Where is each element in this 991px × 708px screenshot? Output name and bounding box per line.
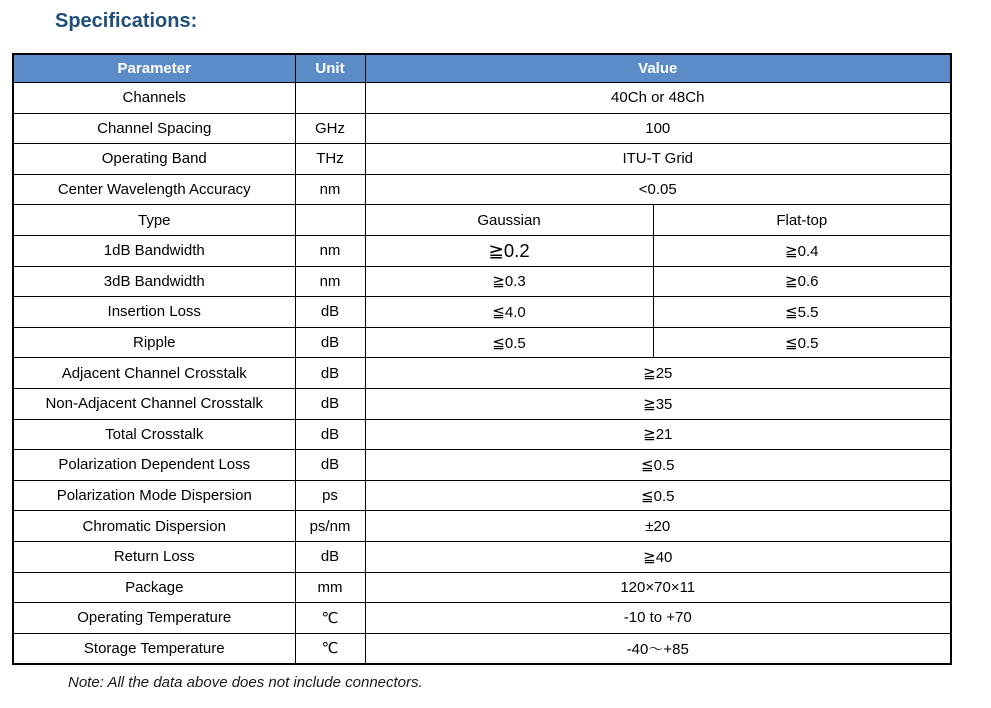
parameter-cell: Non-Adjacent Channel Crosstalk bbox=[13, 388, 295, 419]
parameter-cell: Type bbox=[13, 205, 295, 236]
spec-table-body bbox=[13, 83, 951, 665]
value-cell: ≦0.5 bbox=[365, 450, 951, 481]
value-cell: ≧35 bbox=[365, 388, 951, 419]
parameter-cell: Return Loss bbox=[13, 541, 295, 572]
unit-cell: dB bbox=[295, 327, 365, 358]
unit-cell: ps bbox=[295, 480, 365, 511]
table-row bbox=[13, 144, 951, 175]
unit-cell: dB bbox=[295, 541, 365, 572]
value-cell: 100 bbox=[365, 113, 951, 144]
parameter-cell: Total Crosstalk bbox=[13, 419, 295, 450]
parameter-cell: Package bbox=[13, 572, 295, 603]
unit-cell: nm bbox=[295, 235, 365, 266]
value-cell: ±20 bbox=[365, 511, 951, 542]
table-row bbox=[13, 541, 951, 572]
value-cell: ≦0.5 bbox=[365, 480, 951, 511]
unit-cell: dB bbox=[295, 419, 365, 450]
parameter-cell: Polarization Mode Dispersion bbox=[13, 480, 295, 511]
value-cell-gaussian: ≧0.3 bbox=[365, 266, 653, 297]
table-row bbox=[13, 235, 951, 266]
unit-cell: nm bbox=[295, 174, 365, 205]
table-row bbox=[13, 633, 951, 664]
unit-cell: dB bbox=[295, 450, 365, 481]
unit-cell: GHz bbox=[295, 113, 365, 144]
value-cell-flattop: ≦5.5 bbox=[653, 297, 951, 328]
parameter-cell: Polarization Dependent Loss bbox=[13, 450, 295, 481]
parameter-cell: Center Wavelength Accuracy bbox=[13, 174, 295, 205]
value-cell-flattop: Flat-top bbox=[653, 205, 951, 236]
unit-cell bbox=[295, 205, 365, 236]
value-cell: ITU-T Grid bbox=[365, 144, 951, 175]
unit-cell: dB bbox=[295, 388, 365, 419]
parameter-cell: Channels bbox=[13, 83, 295, 114]
value-cell-flattop: ≧0.6 bbox=[653, 266, 951, 297]
parameter-cell: Adjacent Channel Crosstalk bbox=[13, 358, 295, 389]
unit-cell: mm bbox=[295, 572, 365, 603]
table-row bbox=[13, 83, 951, 114]
header-unit: Unit bbox=[295, 54, 365, 83]
value-cell: -40～+85 bbox=[365, 633, 951, 664]
unit-cell: dB bbox=[295, 358, 365, 389]
table-row bbox=[13, 511, 951, 542]
value-cell: ≧25 bbox=[365, 358, 951, 389]
parameter-cell: 3dB Bandwidth bbox=[13, 266, 295, 297]
table-row bbox=[13, 603, 951, 634]
unit-cell: ℃ bbox=[295, 633, 365, 664]
header-value: Value bbox=[365, 54, 951, 83]
table-row bbox=[13, 419, 951, 450]
table-row bbox=[13, 388, 951, 419]
table-row bbox=[13, 450, 951, 481]
value-cell: 40Ch or 48Ch bbox=[365, 83, 951, 114]
table-row bbox=[13, 572, 951, 603]
table-row bbox=[13, 297, 951, 328]
parameter-cell: 1dB Bandwidth bbox=[13, 235, 295, 266]
value-cell-gaussian: ≦4.0 bbox=[365, 297, 653, 328]
table-row bbox=[13, 327, 951, 358]
value-cell: ≧40 bbox=[365, 541, 951, 572]
specifications-table bbox=[12, 53, 952, 665]
page-title: Specifications: bbox=[55, 10, 198, 32]
unit-cell: nm bbox=[295, 266, 365, 297]
parameter-cell: Insertion Loss bbox=[13, 297, 295, 328]
value-cell-gaussian: ≦0.5 bbox=[365, 327, 653, 358]
table-row bbox=[13, 358, 951, 389]
table-row bbox=[13, 266, 951, 297]
unit-cell: ℃ bbox=[295, 603, 365, 634]
table-row bbox=[13, 205, 951, 236]
parameter-cell: Channel Spacing bbox=[13, 113, 295, 144]
value-cell-gaussian: ≧0.2 bbox=[365, 235, 653, 266]
parameter-cell: Chromatic Dispersion bbox=[13, 511, 295, 542]
parameter-cell: Ripple bbox=[13, 327, 295, 358]
value-cell: 120×70×11 bbox=[365, 572, 951, 603]
value-cell: -10 to +70 bbox=[365, 603, 951, 634]
value-cell: <0.05 bbox=[365, 174, 951, 205]
value-cell-gaussian: Gaussian bbox=[365, 205, 653, 236]
unit-cell: THz bbox=[295, 144, 365, 175]
value-cell-flattop: ≦0.5 bbox=[653, 327, 951, 358]
value-cell: ≧21 bbox=[365, 419, 951, 450]
unit-cell: ps/nm bbox=[295, 511, 365, 542]
parameter-cell: Operating Temperature bbox=[13, 603, 295, 634]
unit-cell bbox=[295, 83, 365, 114]
value-cell-flattop: ≧0.4 bbox=[653, 235, 951, 266]
parameter-cell: Storage Temperature bbox=[13, 633, 295, 664]
table-row bbox=[13, 113, 951, 144]
table-row bbox=[13, 174, 951, 205]
table-header-row bbox=[13, 54, 951, 83]
note-text: Note: All the data above does not include connectors. bbox=[68, 674, 423, 691]
table-row bbox=[13, 480, 951, 511]
header-parameter: Parameter bbox=[13, 54, 295, 83]
unit-cell: dB bbox=[295, 297, 365, 328]
parameter-cell: Operating Band bbox=[13, 144, 295, 175]
